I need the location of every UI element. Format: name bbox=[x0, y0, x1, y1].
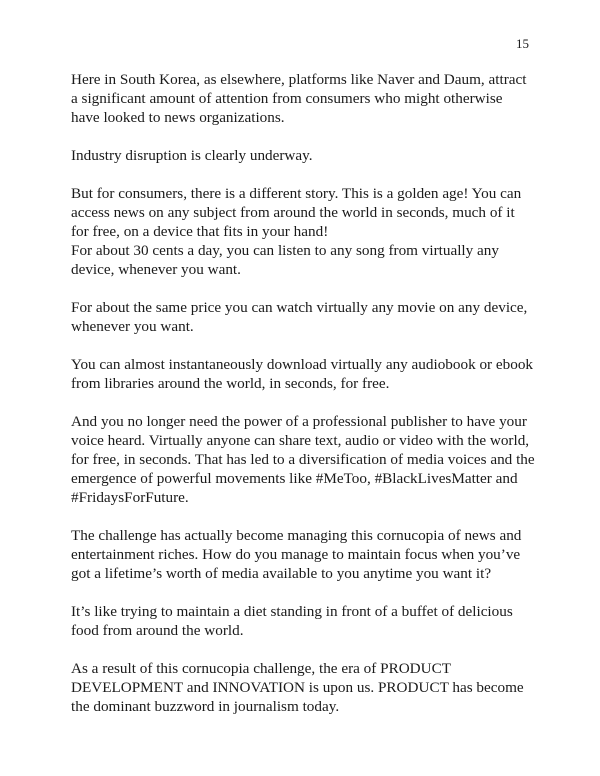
paragraph-buffet: It’s like trying to maintain a diet standing in front of a buffet of delicious food from around the world. bbox=[71, 603, 513, 639]
paragraph-product: As a result of this cornucopia challenge, the era of PRODUCT DEVELOPMENT and INNOVATION is upon us. PRODUCT has become the dominant buzzword in journalism today. bbox=[71, 660, 524, 715]
body-text bbox=[71, 70, 571, 735]
paragraph-golden-age: But for consumers, there is a different story. This is a golden age! You can access news on any subject from around the world in seconds, much of it for free, on a device that fits in your hand! bbox=[71, 185, 522, 240]
paragraph-challenge: The challenge has actually become managing this cornucopia of news and entertainment riches. How do you manage to maintain focus when you’ve got a lifetime’s worth of media available to you anytime you want it? bbox=[71, 527, 522, 582]
paragraph-music: For about 30 cents a day, you can listen to any song from virtually any device, whenever you want. bbox=[71, 242, 499, 278]
paragraph-movies: For about the same price you can watch virtually any movie on any device, whenever you want. bbox=[71, 299, 528, 335]
paragraph-voices: And you no longer need the power of a professional publisher to have your voice heard. Virtually anyone can share text, audio or video with the world, for free, in seconds. That has led to a diversification of media voices and the emergence of powerful movements like #MeToo, #BlackLivesMatter and #FridaysForFuture. bbox=[71, 413, 535, 506]
paragraph-books: You can almost instantaneously download virtually any audiobook or ebook from libraries around the world, in seconds, for free. bbox=[71, 356, 534, 392]
paragraph-disruption: Industry disruption is clearly underway. bbox=[71, 147, 313, 164]
page-number: 15 bbox=[516, 36, 529, 51]
paragraph-platforms: Here in South Korea, as elsewhere, platforms like Naver and Daum, attract a significant amount of attention from consumers who might otherwise have looked to news organizations. bbox=[71, 71, 527, 126]
